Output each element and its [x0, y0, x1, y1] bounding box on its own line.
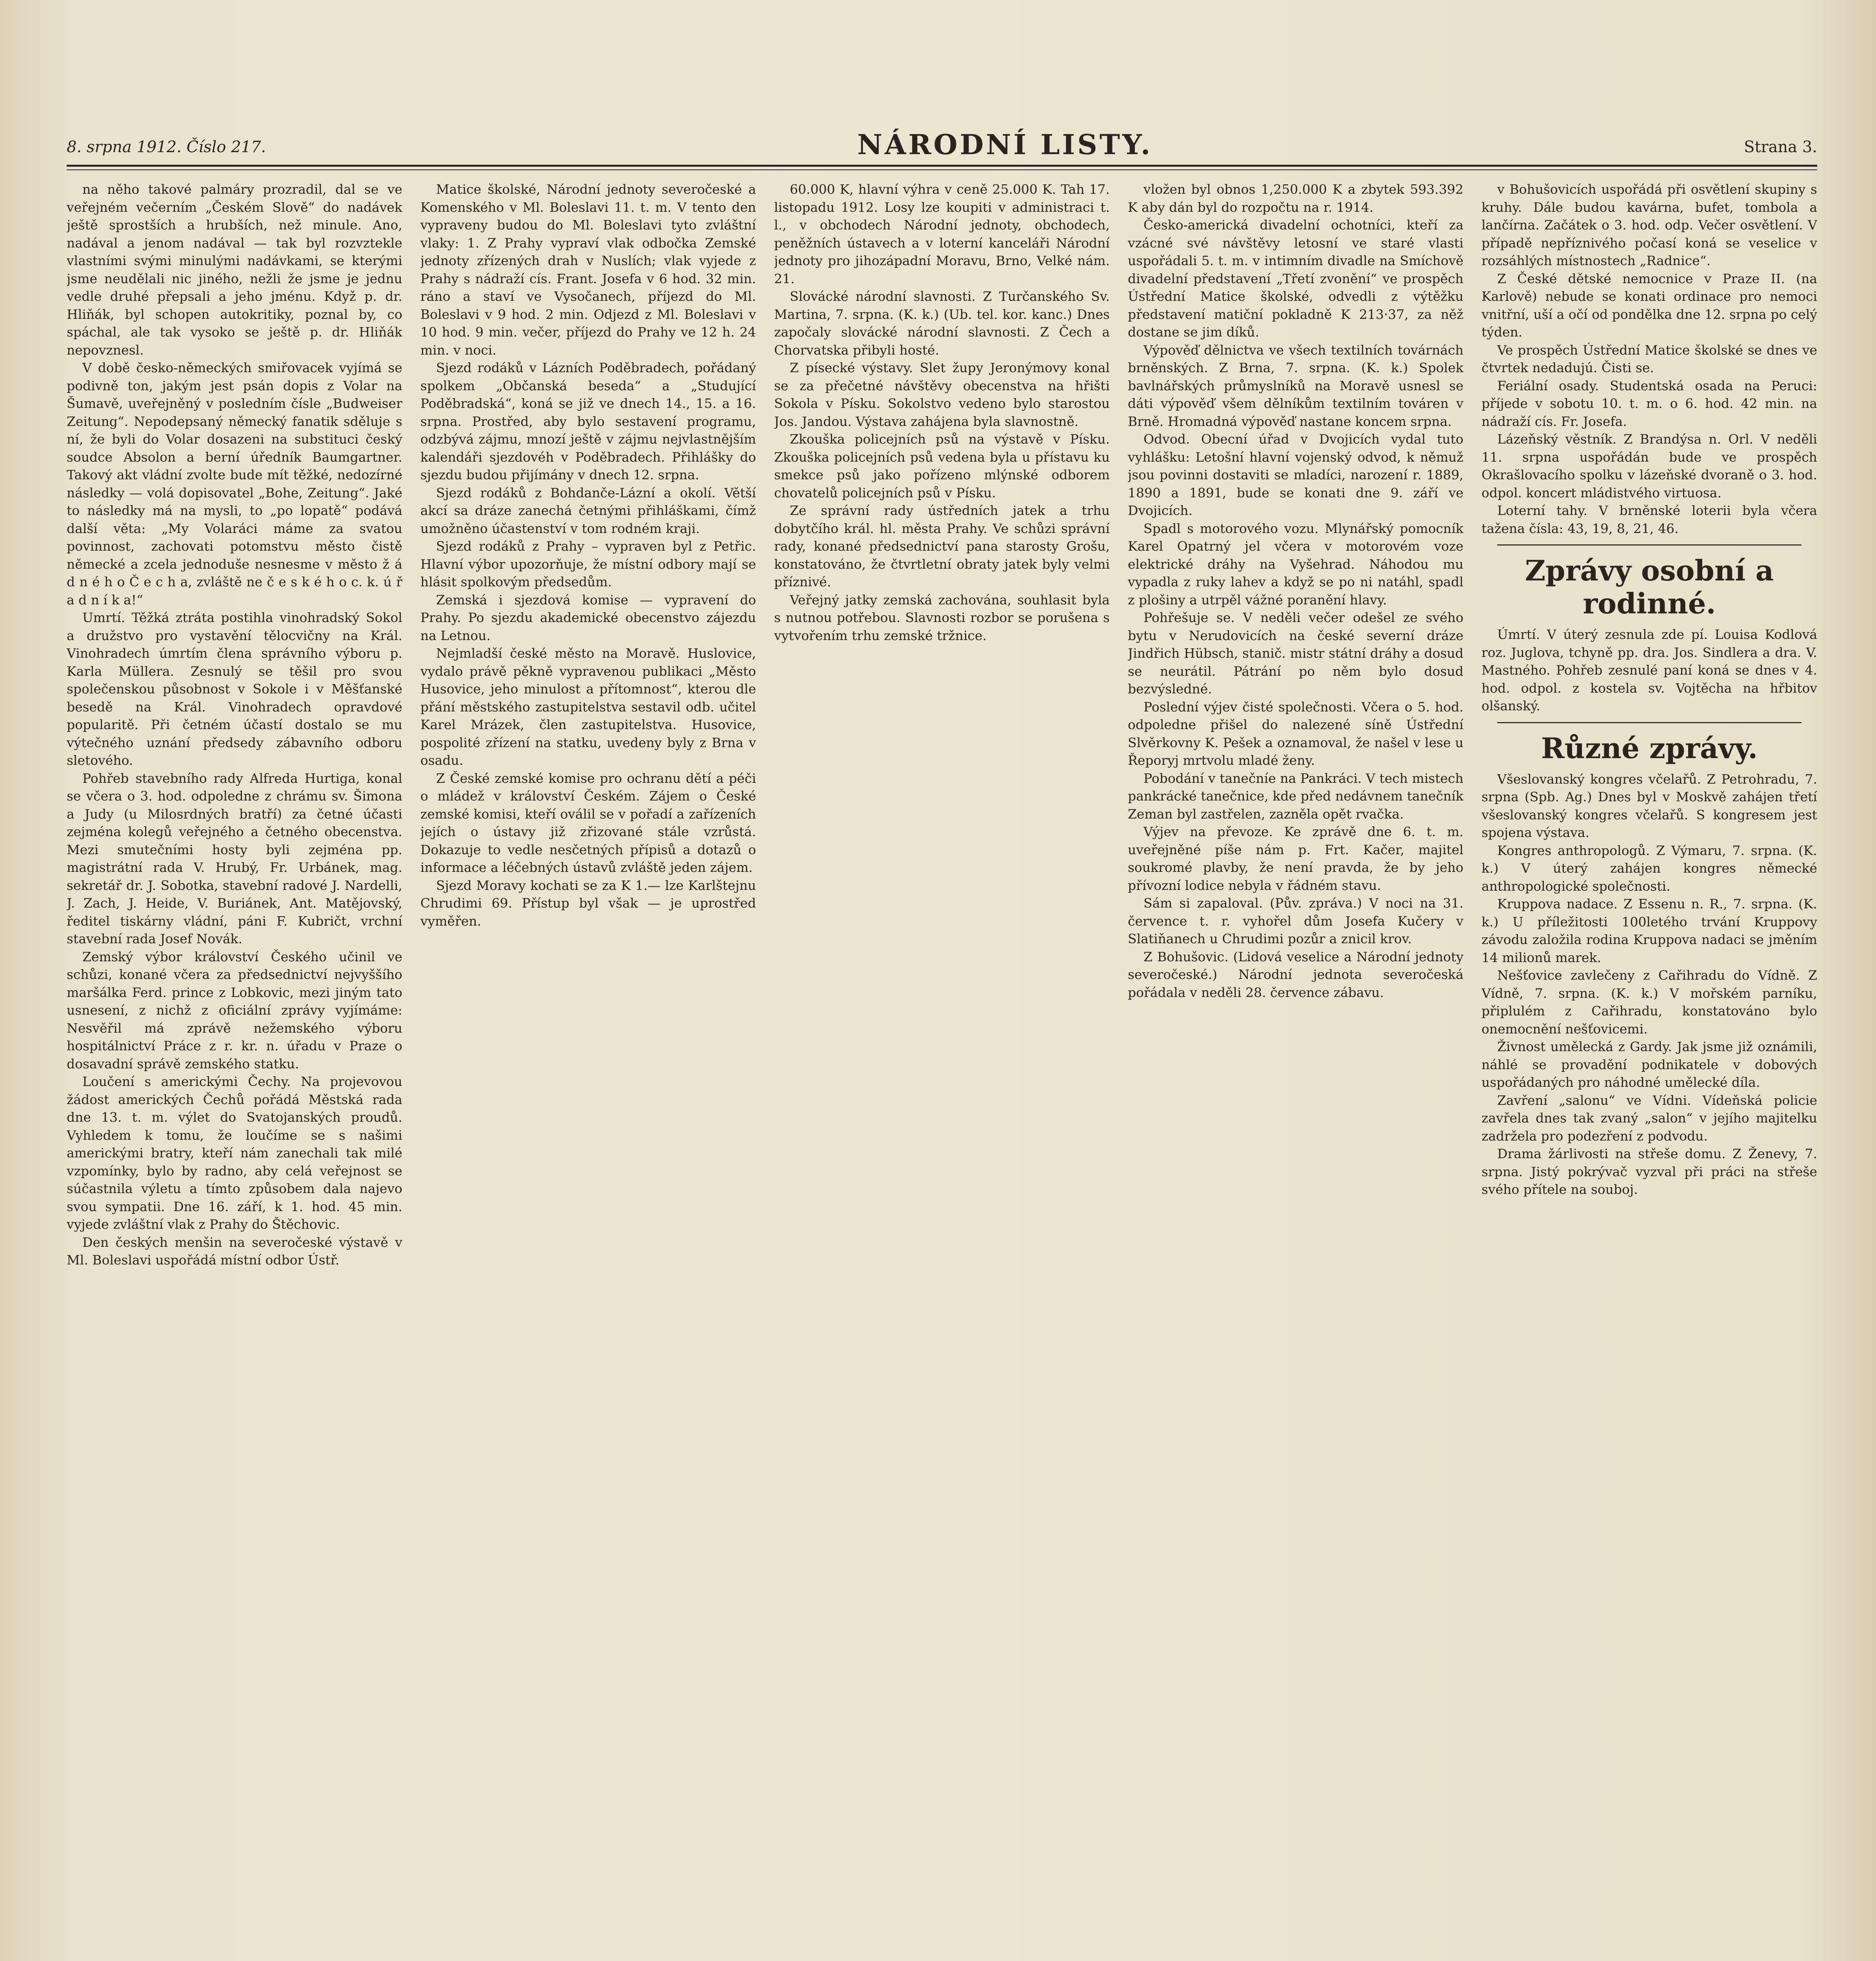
article-paragraph: Ve prospěch Ústřední Matice školské se dnes ve čtvrtek nedadujú. Čisti se. [1482, 342, 1817, 375]
page-number: Strana 3. [1744, 138, 1817, 156]
column-2 [420, 180, 756, 1961]
column-4 [1128, 180, 1463, 1961]
article-paragraph: V době česko-německých smiřovacek vyjímá se podivně ton, jakým jest psán dopis z Volar na Šumavě, uveřejněný v posledním čísle „Budweiser Zeitung“. Nepodepsaný německý fanatik sděluje s ní, že byli do Volar dosazeni na substituci český soudce Absolon a berní úředník Baumgartner. Takový akt vládní zvolte bude mít těžké, nedozírné následky — volá dopisovatel „Bohe, Zeitung“. Jaké to následky má na mysli, to „po lopatě“ podává další věta: „My Volaráci máme za svatou povinnost, zachovati potomstvu město čistě německé a zcela jednoduše nesnesme v město ž á d n é h o Č e c h a, zvláště ne č e s k é h o c. k. ú ř a d n í k a!“ [67, 360, 402, 608]
section-rule [1497, 722, 1801, 723]
article-paragraph: Živnost umělecká z Gardy. Jak jsme již oznámili, náhlé se provadění podnikatele v dobových uspořádaných pro náhodné umělecké díla. [1482, 1039, 1817, 1090]
article-paragraph: Loučení s americkými Čechy. Na projevovou žádost amerických Čechů pořádá Městská rada dne 13. t. m. výlet do Svatojanských proudů. Vyhledem k tomu, že loučíme se s našimi americkými bratry, kteří nám zanechali tak milé vzpomínky, bylo by radno, aby celá veřejnost se súčastnila výletu a tímto způsobem dala najevo svou sympatii. Dne 16. září, k 1. hod. 45 min. vyjede zvláštní vlak z Prahy do Štěchovic. [67, 1074, 402, 1232]
article-paragraph: Drama žárlivosti na střeše domu. Z Ženevy, 7. srpna. Jistý pokrývač vyzval při práci na střeše svého přítele na souboj. [1482, 1146, 1817, 1197]
article-paragraph: Sjezd rodáků v Lázních Poděbradech, pořádaný spolkem „Občanská beseda“ a „Studující Poděbradská“, koná se již ve dnech 14., 15. a 16. srpna. Prostřed, aby bylo sestavení programu, odzbývá zájmu, mnozí ještě v zájmu nejvlastnějším kalendáři sjezdovéh v Poděbradech. Přihlášky do sjezdu budou přijímány v dnech 12. srpna. [420, 360, 756, 482]
article-paragraph: Sám si zapaloval. (Pův. zpráva.) V noci na 31. července t. r. vyhořel dům Josefa Kučery v Slatiňanech u Chrudimi pozůr a znicil krov. [1128, 895, 1463, 946]
article-paragraph: Všeslovanský kongres včelařů. Z Petrohradu, 7. srpna (Spb. Ag.) Dnes byl v Moskvě zahájen třetí všeslovanský kongres včelařů. S kongresem jest spojena výstava. [1482, 771, 1817, 840]
article-paragraph: Pohřeb stavebního rady Alfreda Hurtiga, konal se včera o 3. hod. odpoledne z chrámu sv. Šimona a Judy (u Milosrdných bratří) za četné účasti zejména kolegů veřejného a četného obecenstva. Mezi smutečními hosty byli zejména pp. magistrátní rada V. Hrubý, Fr. Urbánek, mag. sekretář dr. J. Sobotka, stavební radové J. Nardelli, J. Zach, J. Heide, V. Buriánek, Ant. Matějovský, ředitel tiskárny vládní, páni F. Kubričt, vrchní stavební rada Josef Novák. [67, 770, 402, 946]
article-paragraph: Úmrtí. V úterý zesnula zde pí. Louisa Kodlová roz. Juglova, tchyně pp. dra. Jos. Sindlera a dra. V. Mastného. Pohřeb zesnulé paní koná se dnes v 4. hod. odpol. z kostela sv. Vojtěcha na hřbitov olšanský. [1482, 627, 1817, 713]
article-paragraph: Sjezd Moravy kochati se za K 1.— lze Karlštejnu Chrudimi 69. Přístup byl však — je uprostřed vyměřen. [420, 877, 756, 929]
article-paragraph: Poslední výjev čisté společnosti. Včera o 5. hod. odpoledne přišel do nalezené síně Ústřední Slvěrkovny K. Pešek a oznamoval, že našel v lese u Řeporyj mrtvolu mladé ženy. [1128, 699, 1463, 768]
article-paragraph: Umrtí. Těžká ztráta postihla vinohradský Sokol a družstvo pro vystavění tělocvičny na Král. Vinohradech úmrtím člena správního výboru p. Karla Müllera. Zesnulý se těšil pro svou společenskou působnost v Sokole i v Měšťanské besedě na Král. Vinohradech opravdové popularitě. Při četném účastí dostalo se mu výtečného uznání předsedy zábavního odboru sletového. [67, 610, 402, 768]
newspaper-title: NÁRODNÍ LISTY. [857, 128, 1153, 161]
article-paragraph: na něho takové palmáry prozradil, dal se ve veřejném večerním „Českém Slově“ do nadávek ještě sprostších a hrubších, než minule. Ano, nadával a jenom nadával — tak byl rozvztekle vlastními svými minulými nadávkami, se kterými jsme neudělali nic jiného, nežli že jsme je jednu vedle druhé přepsali a jeho jménu. Když p. dr. Hliňák, byl schopen autokritiky, poznal by, co spáchal, ale tak vysoko se ještě p. dr. Hliňák nepovznesl. [67, 182, 402, 358]
article-paragraph: Spadl s motorového vozu. Mlynářský pomocník Karel Opatrný jel včera v motorovém voze elektrické dráhy na Vyšehrad. Náhodou mu vypadla z ruky lahev a když se po ni natáhl, spadl z plošiny a utrpěl vážné poranění hlavy. [1128, 520, 1463, 608]
section-heading-misc: Různé zprávy. [1541, 731, 1758, 765]
article-paragraph: Ze správní rady ústředních jatek a trhu dobytčího král. hl. města Prahy. Ve schůzi správní rady, konané předsednictví pana starosty Grošu, konstatováno, že čtvrtletní obraty jatek byly velmi příznivé. [774, 503, 1110, 589]
article-paragraph: Matice školské, Národní jednoty severočeské a Komenského v Ml. Boleslavi 11. t. m. V tento den vypraveny budou do Ml. Boleslavi tyto zvláštní vlaky: 1. Z Prahy vypraví vlak odbočka Zemské jednoty zřízených drah v Nuslích; vlak vyjede z Prahy s nádraží cís. Frant. Josefa v 6 hod. 32 min. ráno a staví ve Vysočanech, příjezd do Ml. Boleslavi v 9 hod. 2 min. Odjezd z Ml. Boleslavi v 10 hod. 9 min. večer, příjezd do Prahy ve 12 h. 24 min. v noci. [420, 182, 756, 358]
article-paragraph: Z písecké výstavy. Slet župy Jeronýmovy konal se za přečetné návštěvy obecenstva na hřišti Sokola v Písku. Sokolstvo vedeno bylo starostou Jos. Jandou. Výstava zahájena byla slavnostně. [774, 360, 1110, 429]
article-paragraph: v Bohušovicích uspořádá při osvětlení skupiny s kruhy. Dále budou kavárna, bufet, tombola a lančírna. Začátek o 3. hod. odp. Večer osvětlení. V případě nepříznivého počasí koná se veselice v rozsáhlých místnostech „Radnice“. [1482, 182, 1817, 268]
article-paragraph: Z Bohušovic. (Lidová veselice a Národní jednoty severočeské.) Národní jednota severočeská pořádala v neděli 28. července zábavu. [1128, 949, 1463, 1000]
article-paragraph: Zavření „salonu“ ve Vídni. Vídeňská policie zavřela dnes tak zvaný „salon“ v jejího majitelku zadržela pro podezření z podvodu. [1482, 1092, 1817, 1144]
article-paragraph: Pobodání v tanečníe na Pankráci. V tech mistech pankrácké tanečnice, kde před nedávnem tanečník Zeman byl zastřelen, zazněla opět rvačka. [1128, 770, 1463, 822]
article-paragraph: Z České zemské komise pro ochranu dětí a péči o mládež v království Českém. Zájem o České zemské komisi, kteří oválil se v pořadí a zařízeních jejích o ústavy již zřizované stále vzrůstá. Dokazuje to vedle nesčetných přípisů a dotazů o informace a léčebných ústavů zvláště jeden zájem. [420, 770, 756, 875]
masthead-rule [67, 165, 1817, 167]
article-paragraph: Slovácké národní slavnosti. Z Turčanského Sv. Martina, 7. srpna. (K. k.) (Ub. tel. kor. kanc.) Dnes započaly slovácké národní slavnosti. Z Čech a Chorvatska přibyli hosté. [774, 289, 1110, 358]
article-paragraph: Nešťovice zavlečeny z Cařihradu do Vídně. Z Vídně, 7. srpna. (K. k.) V mořském parníku, připlulém z Cařihradu, konstatováno bylo onemocnění nešťovicemi. [1482, 968, 1817, 1037]
article-paragraph: Feriální osady. Studentská osada na Peruci: příjede v sobotu 10. t. m. o 6. hod. 42 min. na nádraží cís. Fr. Josefa. [1482, 378, 1817, 429]
article-paragraph: Loterní tahy. V brněnské loterii byla včera tažena čísla: 43, 19, 8, 21, 46. [1482, 503, 1817, 536]
article-paragraph: Výpověď dělnictva ve všech textilních továrnách brněnských. Z Brna, 7. srpna. (K. k.) Spolek bavlnářských průmyslníků na Moravě usnesl se dáti výpověď všem dělníkům textilním továren v Brně. Hromadná výpověď nastane koncem srpna. [1128, 342, 1463, 429]
article-paragraph: 60.000 K, hlavní výhra v ceně 25.000 K. Tah 17. listopadu 1912. Losy lze koupiti v administraci t. l., v obchodech Národní jednoty, obchodech, peněžních ústavech a v loterní kanceláři Národní jednoty pro jihozápadní Moravu, Brno, Velké nám. 21. [774, 182, 1110, 286]
article-paragraph: Veřejný jatky zemská zachována, souhlasit byla s nutnou potřebou. Slavnosti rozbor se porušena s vytvořením trhu zemské tržnice. [774, 592, 1110, 643]
article-paragraph: Odvod. Obecní úřad v Dvojicích vydal tuto vyhlášku: Letošní hlavní vojenský odvod, k němuž jsou povinni dostaviti se mladíci, narození r. 1889, 1890 a 1891, bude se konati dne 9. září ve Dvojicích. [1128, 431, 1463, 518]
masthead-rule-thin [67, 169, 1817, 170]
article-paragraph: Z České dětské nemocnice v Praze II. (na Karlově) nebude se konati ordinace pro nemoci vnitřní, uší a očí od pondělka dne 12. srpna po celý týden. [1482, 271, 1817, 340]
issue-date: 8. srpna 1912. Číslo 217. [67, 138, 266, 156]
article-paragraph: Výjev na převoze. Ke zprávě dne 6. t. m. uveřejněné píše nám p. Frt. Kačer, majitel soukromé plavby, že není pravda, že by jeho přívozní lodice nebyla v řádném stavu. [1128, 824, 1463, 893]
article-paragraph: Lázeňský věstník. Z Brandýsa n. Orl. V neděli 11. srpna uspořádán bude ve prospěch Okrašlovacího spolku v lázeňské dvoraně o 3. hod. odpol. koncert mládistvého virtuosa. [1482, 431, 1817, 500]
section-rule [1497, 544, 1801, 546]
article-paragraph: Zemský výbor království Českého učinil ve schůzi, konané včera za předsednictví nejvyššího maršálka Ferd. prince z Lobkovic, mezi jiným tato usnesení, z nichž z oficiální zprávy vyjímáme: Nesvěřil má zprávě nežemského výboru hospitálnictví Práce z r. kr. n. úřadu v Praze o dosavadní správě zemského statku. [67, 949, 402, 1071]
section-heading-personal: Zprávy osobní a rodinné. [1525, 554, 1774, 620]
article-paragraph: Česko-americká divadelní ochotníci, kteří za vzácné své návštěvy letosní ve staré vlasti uspořádali 5. t. m. v intimním divadle na Smíchově divadelní představení „Třetí zvonění“ ve prospěch Ústřední Matice školské, odvedli z výtěžku představení matiční pokladně K 213·37, za něž dostane se jim díků. [1128, 217, 1463, 340]
article-paragraph: Nejmladší české město na Moravě. Huslovice, vydalo právě pěkně vypravenou publikaci „Město Husovice, jeho minulost a přítomnost“, kterou dle přání městského zastupitelstva sestavil odb. učitel Karel Mrázek, člen zastupitelstva. Husovice, pospolité zřízení na statku, uvedeny byly z Brna v osadu. [420, 646, 756, 768]
article-paragraph: Zemská i sjezdová komise — vypravení do Prahy. Po sjezdu akademické obecenstvo zájezdu na Letnou. [420, 592, 756, 643]
article-paragraph: Sjezd rodáků z Bohdanče-Lázní a okolí. Větší akcí sa dráze zanechá četnými přihláškami, čímž umožněno účastenství v tom rodném kraji. [420, 485, 756, 536]
article-paragraph: Kongres anthropologů. Z Výmaru, 7. srpna. (K. k.) V úterý zahájen kongres německé anthropologické společnosti. [1482, 842, 1817, 894]
article-paragraph: Den českých menšin na severočeské výstavě v Ml. Boleslavi uspořádá místní odbor Ústř. [67, 1234, 402, 1268]
article-paragraph: Pohřešuje se. V neděli večer odešel ze svého bytu v Nerudovicích na české severní dráze Jindřich Hübsch, stanič. mistr státní dráhy a dosud se neurátil. Pátrání po něm bylo dosud bezvýsledné. [1128, 610, 1463, 697]
column-3 [774, 180, 1110, 1961]
article-paragraph: vložen byl obnos 1,250.000 K a zbytek 593.392 K aby dán byl do rozpočtu na r. 1914. [1128, 182, 1463, 215]
column-1 [67, 180, 402, 1961]
masthead [67, 118, 1817, 161]
article-paragraph: Sjezd rodáků z Prahy – vypraven byl z Petřic. Hlavní výbor upozorňuje, že místní odbory mají se hlásit spolkovým předsedům. [420, 538, 756, 589]
article-paragraph: Kruppova nadace. Z Essenu n. R., 7. srpna. (K. k.) U příležitosti 100letého trvání Kruppovy závodu založila rodina Kruppova nadaci se jměním 14 milionů marek. [1482, 896, 1817, 965]
article-columns [67, 180, 1817, 1961]
column-5 [1482, 180, 1817, 1961]
article-paragraph: Zkouška policejních psů na výstavě v Písku. Zkouška policejních psů vedena byla u přístavu ku smekce psů jako pořízeno mlýnské odborem chovatelů policejních psů v Písku. [774, 431, 1110, 500]
